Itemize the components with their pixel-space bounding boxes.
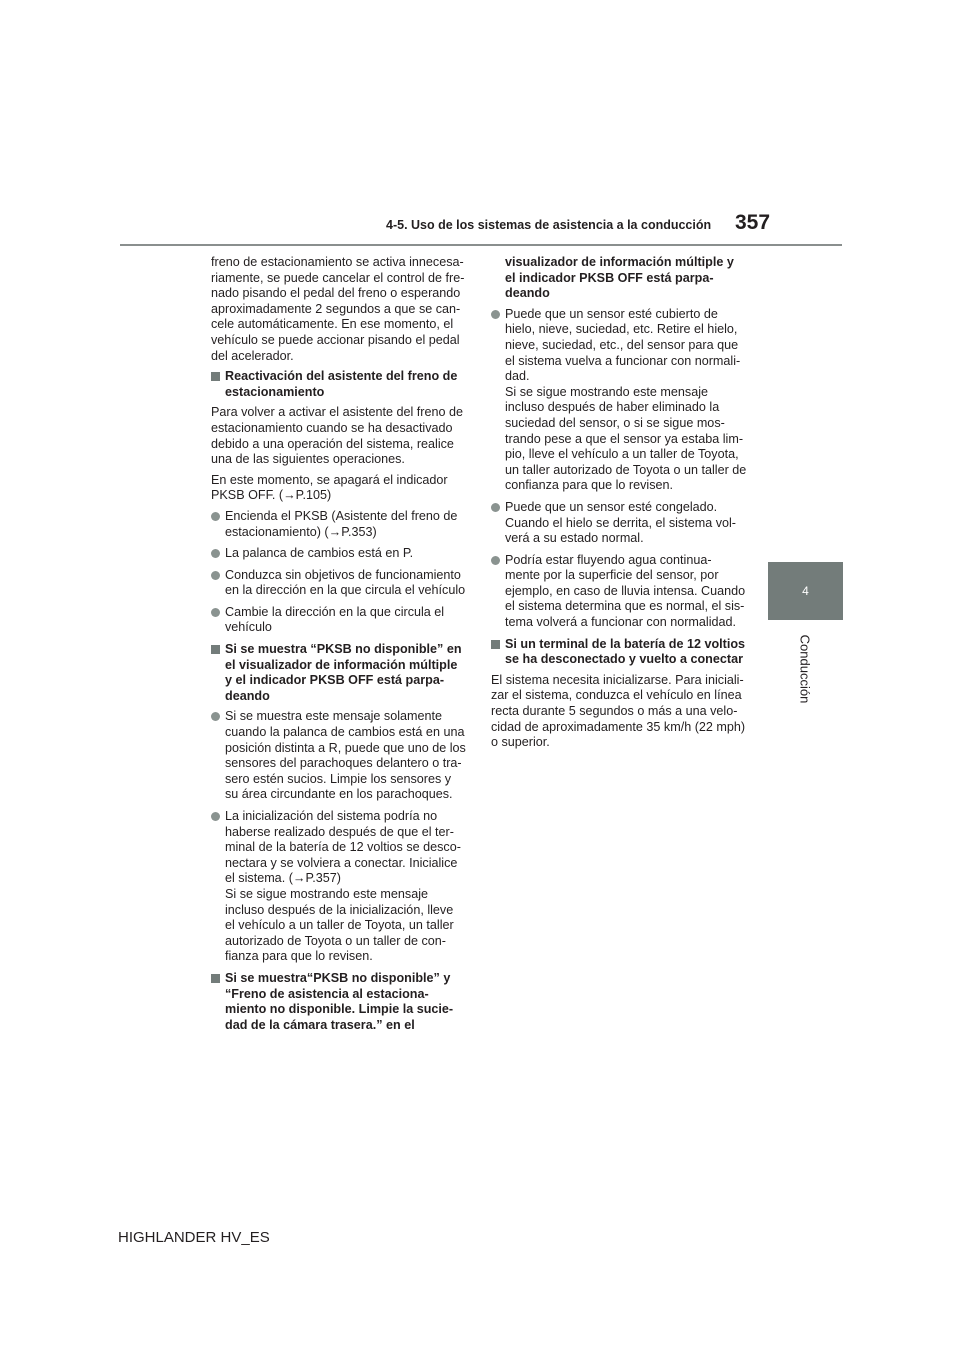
text-line: Encienda el PKSB (Asistente del freno de <box>225 508 458 523</box>
text-line: cuando la palanca de cambios está en una <box>225 725 465 740</box>
text-line: Conduzca sin objetivos de funcionamiento <box>225 567 461 582</box>
text-line: Si se sigue mostrando este mensaje <box>505 384 709 399</box>
text-line: del acelerador. <box>211 348 294 363</box>
text-line: Podría estar fluyendo agua continua- <box>505 552 712 567</box>
square-bullet-icon <box>211 974 220 983</box>
text-line: Si se muestra “PKSB no disponible” en <box>225 642 462 657</box>
square-bullet-icon <box>491 640 500 649</box>
circle-bullet-icon <box>491 503 500 512</box>
text-line: haberse realizado después de que el ter- <box>225 824 454 839</box>
circle-bullet-icon <box>211 571 220 580</box>
text-line: estacionamiento <box>225 384 325 399</box>
section-heading-continued <box>491 255 753 302</box>
text-line: hielo, nieve, suciedad, etc. Retire el hielo, <box>505 322 738 337</box>
text-line: aproximadamente 2 segundos a que se can- <box>211 301 461 316</box>
text-line: estacionamiento) (→P.353) <box>225 524 377 539</box>
text-line: fianza para que lo revisen. <box>225 949 373 964</box>
text-line: un taller autorizado de Toyota o un taller de <box>505 462 747 477</box>
list-item <box>211 568 473 599</box>
paragraph-reactivation <box>211 405 473 467</box>
text-line: verá a su estado normal. <box>505 531 644 546</box>
text-line: se ha desconectado y vuelto a conectar <box>505 652 743 667</box>
text-line: minal de la batería de 12 voltios se desco- <box>225 840 461 855</box>
text-line: vehículo se puede accionar pisando el pedal <box>211 332 460 347</box>
text-line: pio, lleve el vehículo a un taller de Toyota, <box>505 447 739 462</box>
section-heading-battery <box>491 637 753 668</box>
section-heading-pksb-unavailable <box>211 642 473 704</box>
text-line: Puede que un sensor esté cubierto de <box>505 306 718 321</box>
text-line: vehículo <box>225 620 272 635</box>
list-item <box>211 709 473 803</box>
text-line: Si se sigue mostrando este mensaje <box>225 886 429 901</box>
text-line: el visualizador de información múltiple <box>225 657 458 672</box>
text-line: sero estén sucios. Limpie los sensores y <box>225 771 452 786</box>
text-line: deando <box>225 688 270 703</box>
chapter-label <box>797 629 813 709</box>
text-line: riamente, se puede cancelar el control de fre- <box>211 270 465 285</box>
section-title: 4-5. Uso de los sistemas de asistencia a la conducción <box>386 218 712 232</box>
text-line: debido a una operación del sistema, realice <box>211 436 454 451</box>
text-line: estacionamiento cuando se ha desactivado <box>211 420 453 435</box>
right-column <box>491 255 753 756</box>
text-line: En este momento, se apagará el indicador <box>211 472 448 487</box>
left-column <box>211 255 473 1038</box>
text-line: Si un terminal de la batería de 12 voltios <box>505 636 746 651</box>
page-number: 357 <box>735 211 771 234</box>
text-line: “Freno de asistencia al estaciona- <box>225 986 429 1001</box>
chapter-tab <box>768 562 843 620</box>
text-line: cidad de aproximadamente 35 km/h (22 mph) <box>491 719 746 734</box>
text-line: y el indicador PKSB OFF está parpa- <box>225 673 445 688</box>
section-heading-reactivation <box>211 369 473 400</box>
text-line: visualizador de información múltiple y <box>505 255 734 269</box>
text-line: Reactivación del asistente del freno de <box>225 369 458 384</box>
text-line: el sistema. (→P.357) <box>225 871 341 886</box>
square-bullet-icon <box>211 645 220 654</box>
square-bullet-icon <box>211 372 220 381</box>
chapter-label-text: Conducción <box>797 634 813 704</box>
text-line: El sistema necesita inicializarse. Para iniciali- <box>491 672 744 687</box>
circle-bullet-icon <box>211 549 220 558</box>
text-line: freno de estacionamiento se activa innecesa- <box>211 255 464 269</box>
text-line: La inicialización del sistema podría no <box>225 809 438 823</box>
text-line: una de las siguientes operaciones. <box>211 452 405 467</box>
text-line: dad de la cámara trasera.” en el <box>225 1017 415 1032</box>
text-line: mente por la superficie del sensor, por <box>505 568 719 583</box>
text-line: el indicador PKSB OFF está parpa- <box>505 270 714 285</box>
text-line: Puede que un sensor esté congelado. <box>505 499 718 514</box>
text-line: autorizado de Toyota o un taller de con- <box>225 933 447 948</box>
text-line: nectara y se volviera a conectar. Inicialice <box>225 855 458 870</box>
paragraph-battery <box>491 673 753 751</box>
text-line: Si se muestra“PKSB no disponible” y <box>225 970 451 985</box>
text-line: Cuando el hielo se derrita, el sistema vol- <box>505 515 736 530</box>
text-line: el vehículo a un taller de Toyota, un taller <box>225 918 454 933</box>
text-line: PKSB OFF. (→P.105) <box>211 488 332 503</box>
intro-paragraph <box>211 255 473 364</box>
text-line: Para volver a activar el asistente del freno de <box>211 405 464 420</box>
chapter-number: 4 <box>802 584 809 598</box>
text-line: Si se muestra este mensaje solamente <box>225 709 442 724</box>
text-line: o superior. <box>491 735 550 750</box>
circle-bullet-icon <box>211 512 220 521</box>
text-line: posición distinta a R, puede que uno de los <box>225 740 466 755</box>
text-line: ejemplo, en caso de lluvia intensa. Cuando <box>505 583 746 598</box>
text-line: confianza para que lo revisen. <box>505 478 674 493</box>
text-line: sensores del parachoques delantero o tra- <box>225 756 462 771</box>
circle-bullet-icon <box>491 310 500 319</box>
section-heading-rear-camera <box>211 971 473 1033</box>
text-line: incluso después de la inicialización, lleve <box>225 902 454 917</box>
circle-bullet-icon <box>211 812 220 821</box>
list-item <box>491 307 753 494</box>
text-line: deando <box>505 286 550 301</box>
list-item <box>211 605 473 636</box>
list-item <box>491 500 753 547</box>
text-line: dad. <box>505 369 530 384</box>
list-item <box>211 809 473 965</box>
text-line: recta durante 5 segundos o más a una velo- <box>491 704 738 719</box>
text-line: tema volverá a funcionar con normalidad. <box>505 615 737 630</box>
list-item <box>211 546 473 562</box>
text-line: cele automáticamente. En ese momento, el <box>211 317 454 332</box>
text-line: suciedad del sensor, o si se sigue mos- <box>505 415 725 430</box>
circle-bullet-icon <box>491 556 500 565</box>
circle-bullet-icon <box>211 712 220 721</box>
text-line: en la dirección en la que circula el vehículo <box>225 583 466 598</box>
circle-bullet-icon <box>211 608 220 617</box>
text-line: incluso después de haber eliminado la <box>505 400 720 415</box>
text-line: su área circundante en los parachoques. <box>225 787 453 802</box>
text-line: el sistema vuelva a funcionar con normali- <box>505 353 741 368</box>
paragraph-indicator <box>211 473 473 504</box>
text-line: el sistema determina que es normal, el sis- <box>505 599 745 614</box>
text-line: nado pisando el pedal del freno o esperando <box>211 286 461 301</box>
text-line: Cambie la dirección en la que circula el <box>225 604 445 619</box>
text-line: zar el sistema, conduzca el vehículo en línea <box>491 688 742 703</box>
text-line: trando pese a que el sensor ya estaba lim- <box>505 431 744 446</box>
list-item <box>211 509 473 540</box>
model-code: HIGHLANDER HV_ES <box>118 1229 270 1246</box>
list-item <box>491 553 753 631</box>
text-line: nieve, suciedad, etc., del sensor para que <box>505 337 739 352</box>
header-divider <box>120 244 842 246</box>
text-line: miento no disponible. Limpie la sucie- <box>225 1002 454 1017</box>
text-line: La palanca de cambios está en P. <box>225 546 414 561</box>
